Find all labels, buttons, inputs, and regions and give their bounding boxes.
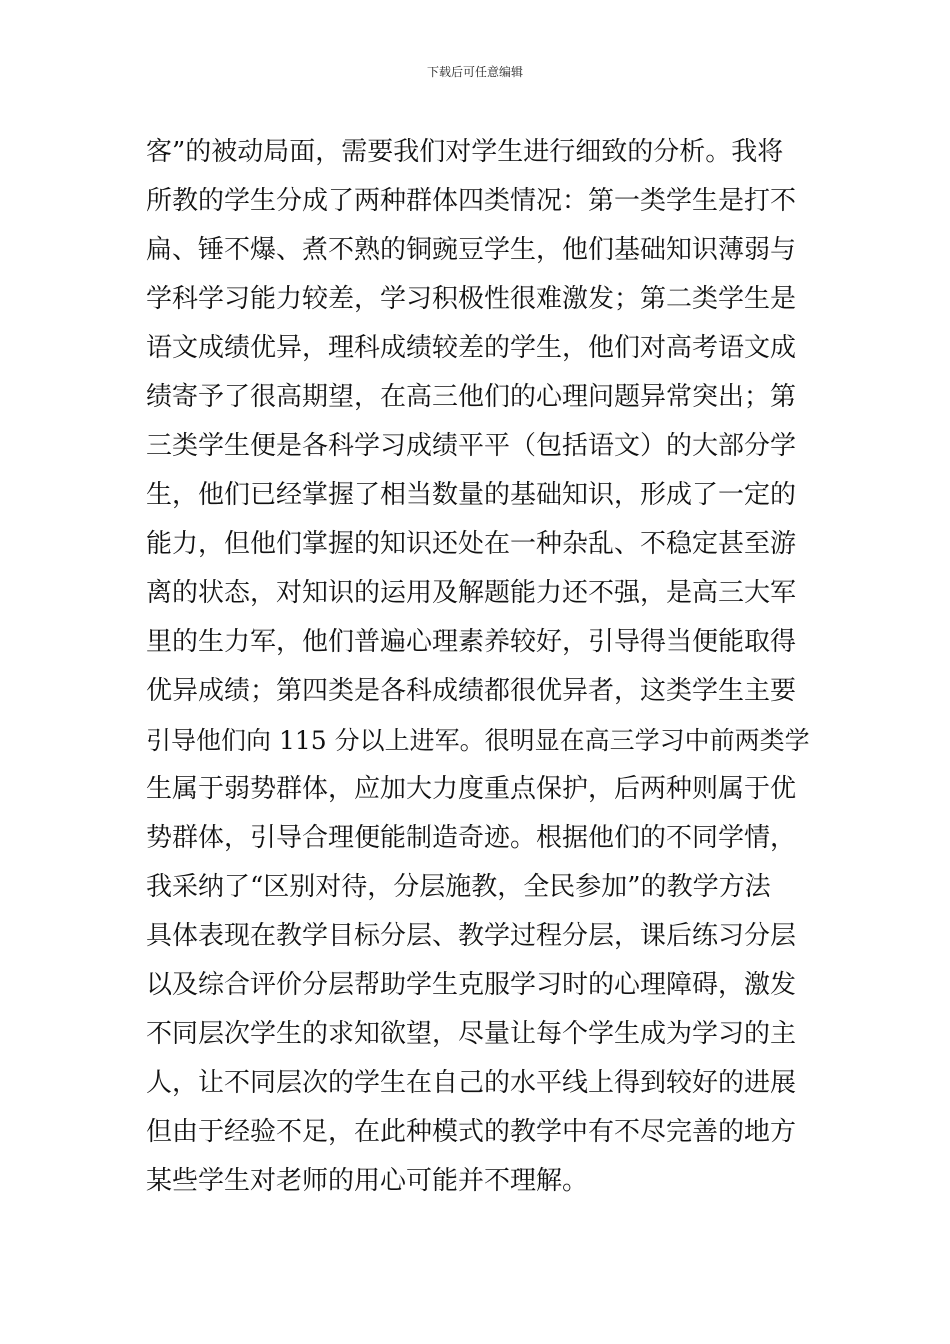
text-line: 但由于经验不足，在此种模式的教学中有不尽完善的地方 [146, 1117, 797, 1147]
text-line: 某些学生对老师的用心可能并不理解。 [146, 1166, 589, 1196]
text-line: 生属于弱势群体，应加大力度重点保护，后两种则属于优 [146, 774, 797, 804]
text-line: 不同层次学生的求知欲望，尽量让每个学生成为学习的主 [146, 1019, 797, 1049]
text-line: 引导他们向 115 分以上进军。很明显在高三学习中前两类学 [146, 726, 810, 755]
text-line: 三类学生便是各科学习成绩平平（包括语文）的大部分学 [146, 431, 797, 461]
text-line: 所教的学生分成了两种群体四类情况：第一类学生是打不 [146, 186, 797, 216]
text-line: 势群体，引导合理便能制造奇迹。根据他们的不同学情， [146, 823, 797, 853]
text-line: 里的生力军，他们普遍心理素养较好，引导得当便能取得 [146, 627, 797, 657]
text-line: 我采纳了“区别对待，分层施教，全民参加”的教学方法 [146, 872, 771, 902]
text-line: 语文成绩优异，理科成绩较差的学生，他们对高考语文成 [146, 333, 797, 363]
text-line: 能力，但他们掌握的知识还处在一种杂乱、不稳定甚至游 [146, 529, 797, 559]
text-line: 绩寄予了很高期望，在高三他们的心理问题异常突出；第 [146, 382, 797, 412]
text-line: 具体表现在教学目标分层、教学过程分层，课后练习分层 [146, 921, 797, 951]
page-header: 下载后可任意编辑 [426, 65, 523, 79]
text-line: 客”的被动局面，需要我们对学生进行细致的分析。我将 [146, 137, 784, 167]
text-line: 人，让不同层次的学生在自己的水平线上得到较好的进展 [146, 1068, 797, 1098]
text-line: 学科学习能力较差，学习积极性很难激发；第二类学生是 [146, 284, 797, 314]
text-line: 以及综合评价分层帮助学生克服学习时的心理障碍，激发 [146, 970, 797, 1000]
text-line: 扁、锤不爆、煮不熟的铜豌豆学生，他们基础知识薄弱与 [146, 235, 797, 265]
text-line: 生，他们已经掌握了相当数量的基础知识，形成了一定的 [146, 480, 797, 510]
text-line: 优异成绩；第四类是各科成绩都很优异者，这类学生主要 [146, 676, 797, 706]
text-line: 离的状态，对知识的运用及解题能力还不强，是高三大军 [146, 578, 797, 608]
body-text [146, 128, 816, 1206]
